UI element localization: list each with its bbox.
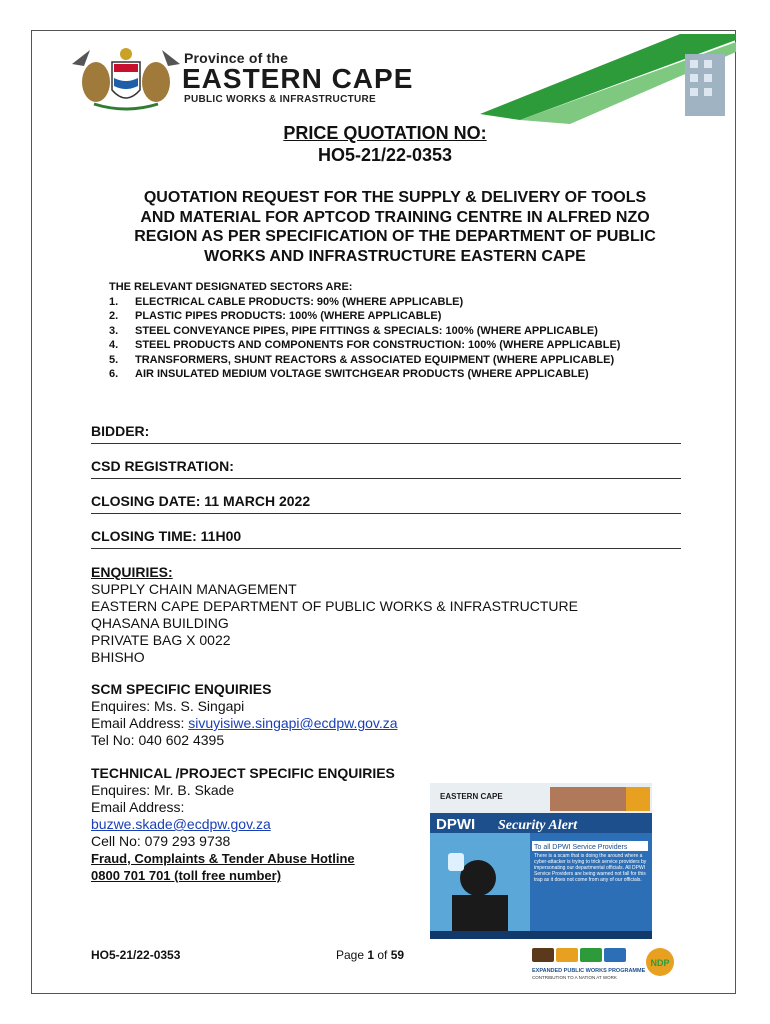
scm-email-link[interactable]: sivuyisiwe.singapi@ecdpw.gov.za: [188, 715, 398, 731]
poster-body: There is a scam that is doing the around where a cyber-attacker is trying to trick service providers by impersonating our departmental officials. All DPWI Service Providers are being warned not fall for this trap as it does not come from any of our officials.: [534, 853, 647, 883]
enquiries-line: SUPPLY CHAIN MANAGEMENT: [91, 581, 297, 597]
request-line: REGION AS PER SPECIFICATION OF THE DEPARTMENT OF PUBLIC: [134, 228, 656, 245]
sector-item: 6. AIR INSULATED MEDIUM VOLTAGE SWITCHGEAR PRODUCTS (WHERE APPLICABLE): [109, 368, 589, 380]
technical-email-link[interactable]: buzwe.skade@ecdpw.gov.za: [91, 816, 271, 832]
scm-tel: Tel No: 040 602 4395: [91, 732, 225, 748]
total-pages: 59: [390, 948, 405, 962]
enquiries-line: BHISHO: [91, 649, 145, 665]
request-line: WORKS AND INFRASTRUCTURE EASTERN CAPE: [204, 247, 586, 265]
technical-email-label: Email Address:: [91, 799, 185, 815]
epwp-text: EXPANDED PUBLIC WORKS PROGRAMME: [532, 968, 646, 974]
technical-heading: TECHNICAL /PROJECT SPECIFIC ENQUIRIES: [91, 765, 395, 781]
sectors-heading: THE RELEVANT DESIGNATED SECTORS ARE:: [109, 281, 353, 293]
epwp-subtext: CONTRIBUTION TO A NATION AT WORK: [532, 975, 617, 980]
quotation-title: PRICE QUOTATION NO:: [283, 123, 487, 143]
bidder-field: BIDDER:: [91, 423, 681, 444]
request-line: AND MATERIAL FOR APTCOD TRAINING CENTRE IN ALFRED NZO: [140, 208, 650, 226]
sector-item: 1. ELECTRICAL CABLE PRODUCTS: 90% (WHERE APPLICABLE): [109, 295, 464, 308]
security-alert-poster: [430, 783, 652, 939]
fraud-hotline-number: 0800 701 701 (toll free number): [91, 868, 282, 883]
technical-contact: Enquires: Mr. B. Skade: [91, 782, 235, 798]
enquiries-line: EASTERN CAPE DEPARTMENT OF PUBLIC WORKS & INFRASTRUCTURE: [91, 598, 578, 614]
coat-of-arms-icon: [70, 44, 182, 112]
fraud-hotline-heading: Fraud, Complaints & Tender Abuse Hotline: [91, 851, 355, 866]
scm-contact: Enquires: Ms. S. Singapi: [91, 698, 245, 714]
poster-brand: EASTERN CAPE: [440, 792, 503, 801]
csd-registration-field: CSD REGISTRATION:: [91, 458, 681, 479]
quotation-number: HO5-21/22-0353: [317, 145, 453, 165]
enquiries-block: [91, 564, 711, 666]
provincial-logo: [70, 44, 415, 114]
security-alert-graphic: [430, 783, 652, 939]
epwp-logo: [528, 944, 678, 986]
green-corner-graphic: [480, 34, 736, 124]
request-line: QUOTATION REQUEST FOR THE SUPPLY & DELIVERY OF TOOLS: [143, 189, 647, 206]
quotation-request-description: [90, 188, 700, 266]
sector-item: 5. TRANSFORMERS, SHUNT REACTORS & ASSOCIATED EQUIPMENT (WHERE APPLICABLE): [109, 353, 615, 366]
closing-date-field: CLOSING DATE: 11 MARCH 2022: [91, 493, 681, 514]
poster-alert-title: Security Alert: [498, 818, 578, 833]
closing-time-field: CLOSING TIME: 11H00: [91, 528, 681, 549]
enquiries-line: QHASANA BUILDING: [91, 615, 229, 631]
sector-item: 2. PLASTIC PIPES PRODUCTS: 100% (WHERE APPLICABLE): [109, 310, 442, 322]
sector-item: 4. STEEL PRODUCTS AND COMPONENTS FOR CONSTRUCTION: 100% (WHERE APPLICABLE): [109, 339, 621, 351]
technical-cell: Cell No: 079 293 9738: [91, 833, 231, 849]
poster-subtitle: To all DPWI Service Providers: [534, 844, 628, 851]
footer-document-number: HO5-21/22-0353: [91, 948, 181, 962]
province-small-text: Province of the: [184, 50, 289, 66]
enquiries-heading: ENQUIRIES:: [91, 564, 173, 580]
current-page: 1: [367, 948, 375, 962]
designated-sectors: [109, 280, 699, 382]
sector-item: 3. STEEL CONVEYANCE PIPES, PIPE FITTINGS & SPECIALS: 100% (WHERE APPLICABLE): [109, 324, 598, 337]
department-name: PUBLIC WORKS & INFRASTRUCTURE: [184, 94, 377, 105]
poster-dpwi: DPWI: [436, 816, 476, 833]
scm-heading: SCM SPECIFIC ENQUIRIES: [91, 681, 272, 697]
enquiries-line: PRIVATE BAG X 0022: [91, 632, 231, 648]
scm-email-row: Email Address: sivuyisiwe.singapi@ecdpw.gov.za: [91, 715, 398, 731]
province-name: EASTERN CAPE: [182, 63, 414, 94]
scm-enquiries-block: [91, 681, 711, 749]
ndp-label: NDP: [650, 958, 670, 968]
page-indicator: Page 1 of 59: [336, 948, 405, 962]
